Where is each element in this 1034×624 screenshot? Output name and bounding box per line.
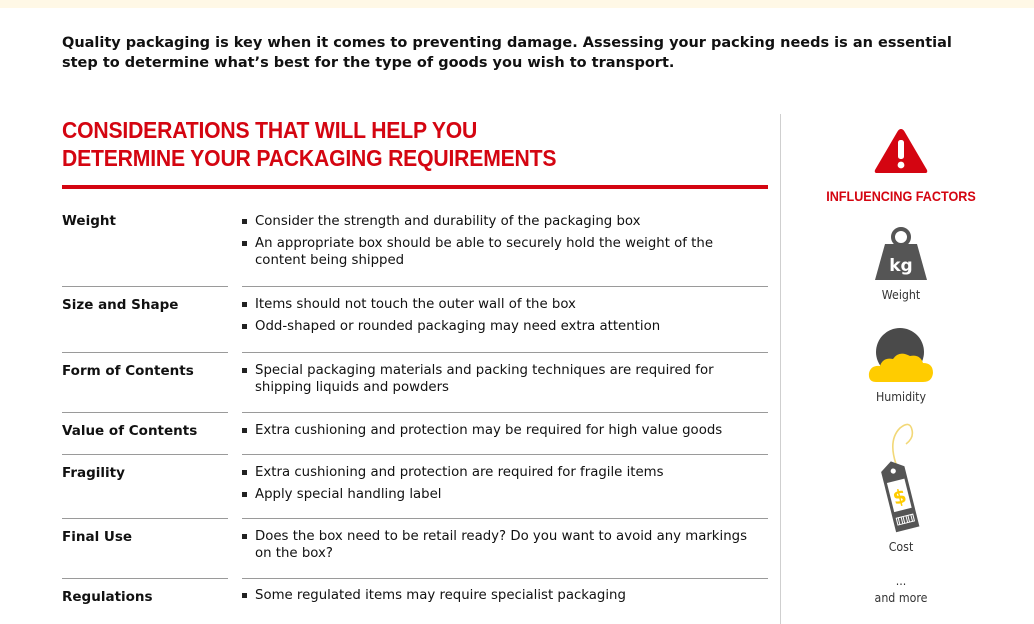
- heading-line-1: CONSIDERATIONS THAT WILL HELP YOU: [62, 117, 478, 143]
- sidebar-divider: [780, 114, 781, 624]
- intro-paragraph: Quality packaging is key when it comes to preventing damage. Assessing your packing needs is an essential step to determine what’s best for the type of goods you wish to transport.: [62, 35, 952, 71]
- row-points: [242, 213, 762, 274]
- ellipsis: ...: [895, 574, 907, 588]
- row-points: [242, 422, 762, 444]
- bullet-point: Does the box need to be retail ready? Do you want to avoid any markings on the box?: [242, 528, 762, 562]
- cost-caption: Cost: [888, 540, 914, 554]
- bullet-point: Extra cushioning and protection may be required for high value goods: [242, 422, 762, 439]
- considerations-table: [62, 213, 768, 609]
- row-points: [242, 587, 762, 609]
- row-points: [242, 296, 762, 340]
- and-more-caption: and more: [874, 591, 928, 605]
- bullet-point: Some regulated items may require specialist packaging: [242, 587, 762, 604]
- bullet-point: Extra cushioning and protection are required for fragile items: [242, 464, 762, 481]
- row-points: [242, 464, 762, 508]
- row-label: Size and Shape: [62, 297, 179, 313]
- row-label: Fragility: [62, 465, 125, 481]
- cost-icon-text: $: [890, 484, 909, 510]
- warning-triangle-icon: [790, 127, 1012, 175]
- heading-rule: [62, 185, 768, 189]
- row-points: [242, 528, 762, 567]
- row-points: [242, 362, 762, 401]
- humidity-caption: Humidity: [875, 390, 927, 404]
- row-value-contents: [62, 413, 768, 455]
- bullet-point: Special packaging materials and packing techniques are required for shipping liquids and powders: [242, 362, 762, 396]
- heading-line-2: DETERMINE YOUR PACKAGING REQUIREMENTS: [62, 145, 557, 171]
- weight-kg-icon: [790, 226, 1012, 282]
- row-fragility: [62, 455, 768, 519]
- bullet-point: Consider the strength and durability of the packaging box: [242, 213, 762, 230]
- row-regulations: [62, 579, 768, 609]
- row-final-use: [62, 519, 768, 579]
- row-label: Final Use: [62, 529, 133, 545]
- row-form-contents: [62, 353, 768, 413]
- row-weight: [62, 213, 768, 287]
- row-size-shape: [62, 287, 768, 353]
- top-strip: [0, 0, 1034, 8]
- bullet-point: Odd-shaped or rounded packaging may need extra attention: [242, 318, 762, 335]
- section-heading: [62, 116, 697, 172]
- row-label: Form of Contents: [62, 363, 194, 379]
- weight-icon-text: kg: [889, 256, 913, 276]
- bullet-point: Items should not touch the outer wall of the box: [242, 296, 762, 313]
- row-label: Regulations: [62, 589, 153, 605]
- row-label: Value of Contents: [62, 423, 198, 439]
- price-tag-icon: [790, 418, 1012, 534]
- row-label: Weight: [62, 213, 116, 229]
- influencing-factors-title: INFLUENCING FACTORS: [826, 188, 976, 204]
- humidity-cloud-icon: [790, 326, 1012, 384]
- considerations-section: [62, 116, 768, 605]
- bullet-point: Apply special handling label: [242, 486, 762, 503]
- bullet-point: An appropriate box should be able to securely hold the weight of the content being shipped: [242, 235, 762, 269]
- weight-caption: Weight: [881, 288, 921, 302]
